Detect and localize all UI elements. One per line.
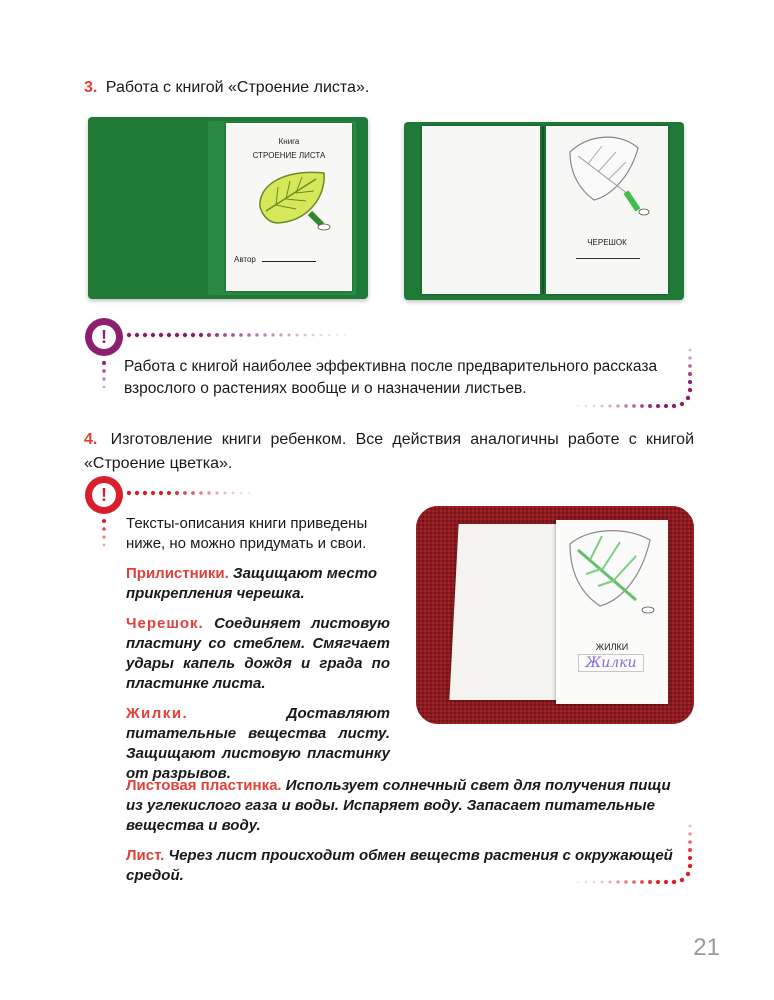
note-2-top-dots xyxy=(126,490,326,496)
photo-book-open xyxy=(404,122,684,300)
leaf-green-veins-icon xyxy=(562,524,662,624)
entry-leaf-blade: Листовая пластинка. Использует солнечный свет для получения пищи из углекислого газа и воды. Испаряет воду. Запасает питательные вещества и воду. xyxy=(126,777,671,834)
item-3-number: 3. xyxy=(84,79,98,96)
entry-leaf: Лист. Через лист происходит обмен веществ растения с окружающей средой. xyxy=(126,847,673,884)
book-label: Книга xyxy=(278,137,300,146)
note-1-corner-dots xyxy=(470,346,700,412)
item-3-heading xyxy=(84,76,704,100)
author-line: Автор xyxy=(234,255,316,264)
leaf-drawing-icon xyxy=(254,167,334,233)
page-number: 21 xyxy=(693,934,720,961)
note-2-intro: Тексты-описания книги приведены ниже, но можно придумать и свои. xyxy=(126,515,368,552)
petiole-label: ЧЕРЕШОК xyxy=(587,238,627,247)
entry-veins: Жилки. Доставляют питательные вещества листу. Защищают листовую пластинку от разрывов. xyxy=(126,705,390,782)
entry-petiole: Черешок. Соединяет листовую пластину со стеблем. Смягчает удары капель дождя и града по пластинке листа. xyxy=(126,615,391,692)
note-2-left-dots xyxy=(101,518,107,554)
note-2-badge xyxy=(85,476,123,514)
item-4-heading xyxy=(84,428,694,476)
note-1-text: Работа с книгой наиболее эффективна после предварительного рассказа взрослого о растениях вообще и о назначении листьев. xyxy=(124,358,658,397)
item-4-number: 4. xyxy=(84,431,98,448)
veins-handwritten-label: Жилки xyxy=(578,654,644,672)
exclamation-icon: ! xyxy=(101,485,107,505)
item-3-text: Работа с книгой «Строение листа». xyxy=(105,79,370,96)
note-1-top-dots xyxy=(126,332,396,338)
entry-stipules: Прилистники. Защищают место прикрепления черешка. xyxy=(126,565,378,602)
exclamation-icon: ! xyxy=(101,327,107,347)
note-1-badge xyxy=(85,318,123,356)
note-2-column xyxy=(126,514,390,794)
leaf-outline-icon xyxy=(560,128,650,218)
note-2-corner-dots xyxy=(500,822,700,888)
photo-book-cover xyxy=(88,117,368,299)
item-4-text: Изготовление книги ребенком. Все действия аналогичны работе с книгой «Строение цветка». xyxy=(84,431,695,472)
book-title: СТРОЕНИЕ ЛИСТА xyxy=(252,151,326,160)
veins-printed-label: ЖИЛКИ xyxy=(595,642,629,652)
photo-veins-page xyxy=(416,506,694,724)
note-1-left-dots xyxy=(101,360,107,396)
